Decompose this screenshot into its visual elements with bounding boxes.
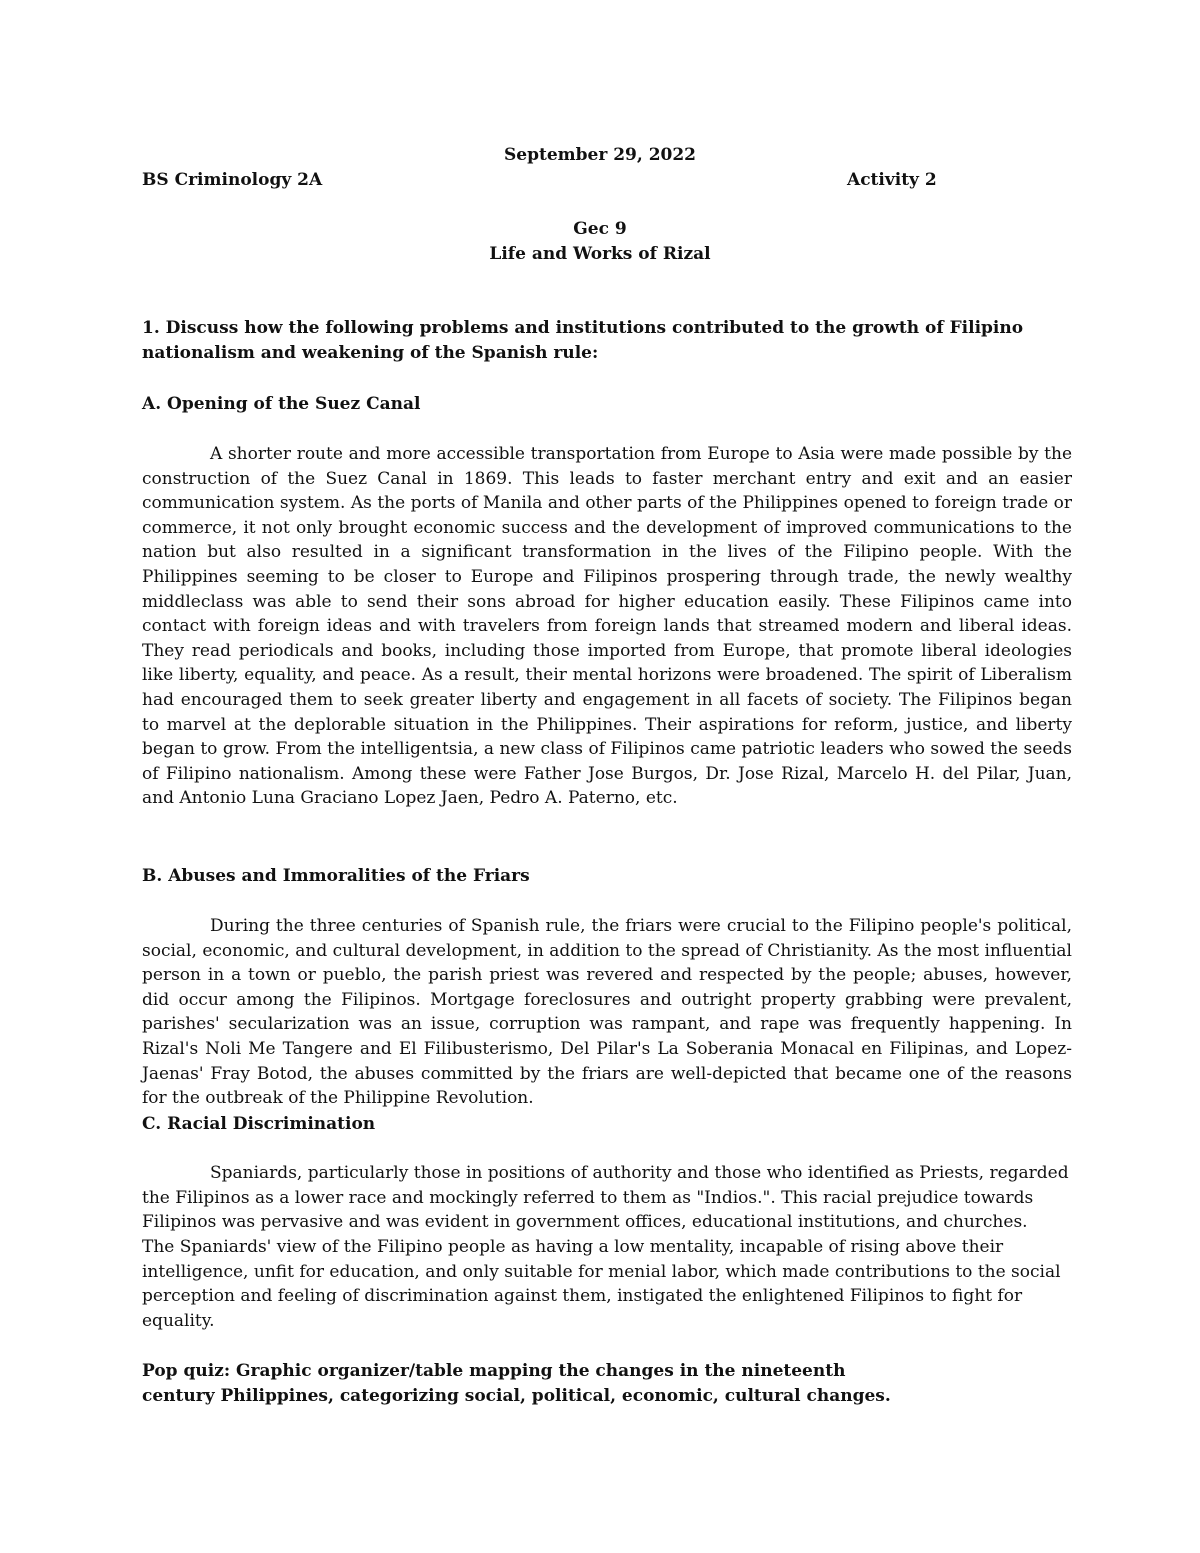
course-label: BS Criminology 2A <box>142 170 323 190</box>
section-body-c: Spaniards, particularly those in positions of authority and those who identified as Priests, regarded the Filipinos as a lower race and mockingly referred to them as "Indios.". This racial prejudice towards Filipinos was pervasive and was evident in government offices, educational institutions, and churches. <box>142 1163 1069 1233</box>
section-heading-a: A. Opening of the Suez Canal <box>142 394 421 414</box>
activity-label: Activity 2 <box>847 170 937 190</box>
section-heading-b: B. Abuses and Immoralities of the Friars <box>142 866 530 886</box>
section-body-a: A shorter route and more accessible transportation from Europe to Asia were made possible by the construction of the Suez Canal in 1869. This leads to faster merchant entry and exit and an easier communication system. As the ports of Manila and other parts of the Philippines opened to foreign trade or commerce, it not only brought economic success and the development of improved communications to the nation but also resulted in a significant transformation in the lives of the Filipino people. With the Philippines seeming to be closer to Europe and Filipinos prospering through trade, the newly wealthy middleclass was able to send their sons abroad for higher education easily. These Filipinos came into contact with foreign ideas and with travelers from foreign lands that streamed modern and liberal ideas. They read periodicals and books, including those imported from Europe, that promote liberal ideologies like liberty, equality, and peace. As a result, their mental horizons were broadened. The spirit of Liberalism had encouraged them to seek greater liberty and engagement in all facets of society. The Filipinos began to marvel at the deplorable situation in the Philippines. Their aspirations for reform, justice, and liberty began to grow. From the intelligentsia, a new class of Filipinos came patriotic leaders who sowed the seeds of Filipino nationalism. Among these were Father Jose Burgos, Dr. Jose Rizal, Marcelo H. del Pilar, Juan, and Antonio Luna Graciano Lopez Jaen, Pedro A. Paterno, etc. <box>142 444 1072 809</box>
document-date: September 29, 2022 <box>503 145 697 165</box>
section-body-b: During the three centuries of Spanish rule, the friars were crucial to the Filipino people's political, social, economic, and cultural development, in addition to the spread of Christianity. As the most influential person in a town or pueblo, the parish priest was revered and respected by the people; abuses, however, did occur among the Filipinos. Mortgage foreclosures and outright property grabbing were prevalent, parishes' secularization was an issue, corruption was rampant, and rape was frequently happening. In Rizal's Noli Me Tangere and El Filibusterismo, Del Pilar's La Soberania Monacal en Filipinas, and Lopez-Jaenas' Fray Botod, the abuses committed by the friars are well-depicted that became one of the reasons for the outbreak of the Philippine Revolution. <box>142 916 1072 1109</box>
pop-quiz-prompt: Pop quiz: Graphic organizer/table mapping the changes in the nineteenth century Philippines, categorizing social, political, economic, cultural changes. <box>142 1361 891 1406</box>
subject-code: Gec 9 <box>573 219 627 239</box>
section-heading-c: C. Racial Discrimination <box>142 1114 376 1134</box>
subject-title: Life and Works of Rizal <box>489 244 711 264</box>
question-prompt: 1. Discuss how the following problems and institutions contributed to the growth of Filipino nationalism and weakening of the Spanish rule: <box>142 318 1024 363</box>
section-body-c-continued: The Spaniards' view of the Filipino people as having a low mentality, incapable of rising above their intelligence, unfit for education, and only suitable for menial labor, which made contributions to the social perception and feeling of discrimination against them, instigated the enlightened Filipinos to fight for equality. <box>142 1237 1061 1331</box>
